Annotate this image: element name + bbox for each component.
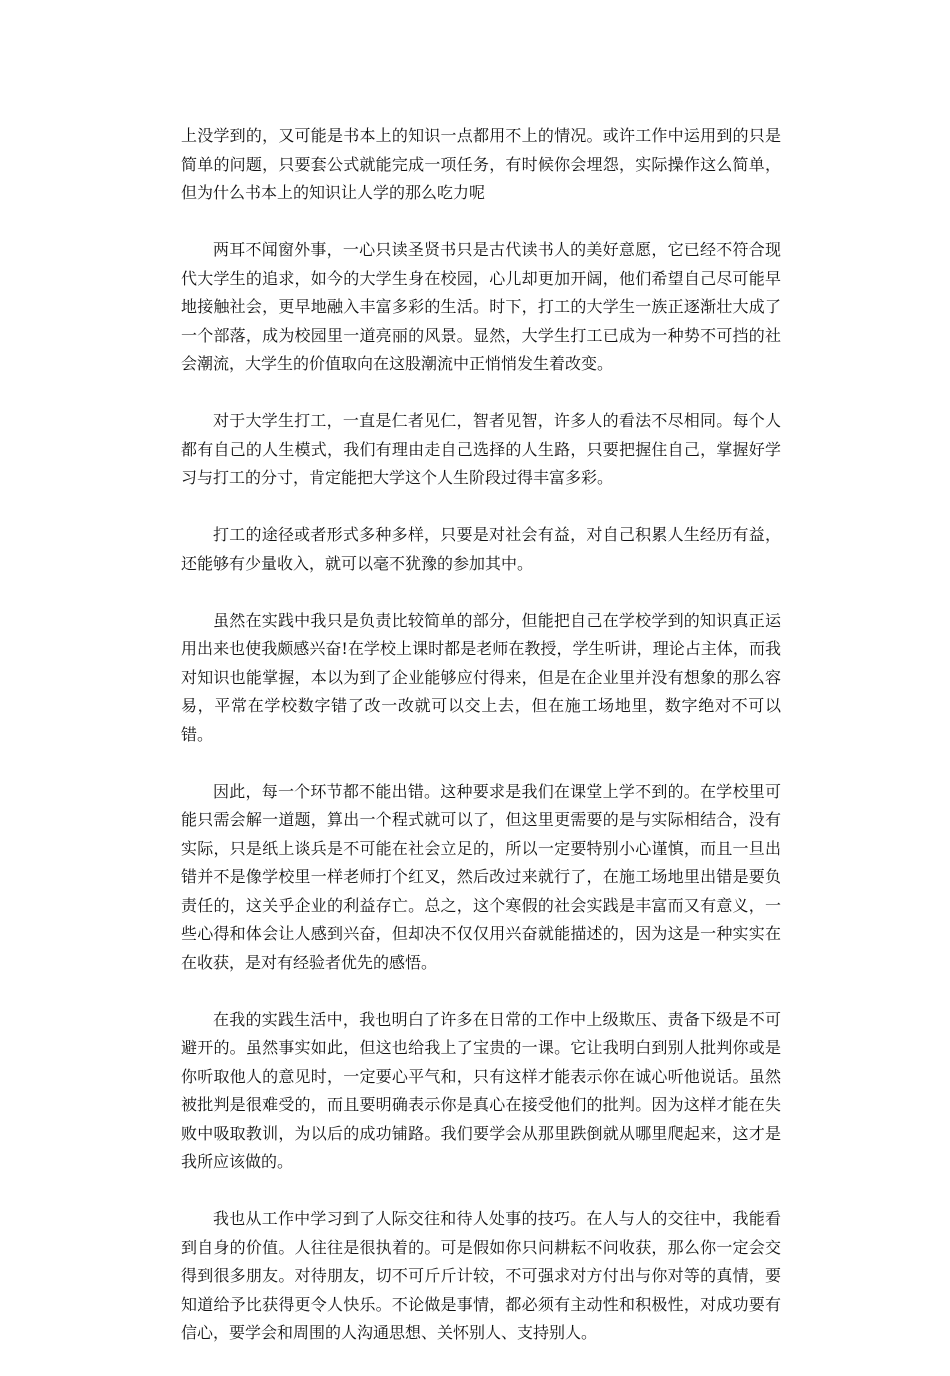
paragraph-1: 上没学到的，又可能是书本上的知识一点都用不上的情况。或许工作中运用到的只是简单的问题，只要套公式就能完成一项任务，有时候你会埋怨，实际操作这么简单，但为什么书本上的知识让人学的那么吃力呢 (181, 126, 781, 202)
paragraph-8: 我也从工作中学习到了人际交往和待人处事的技巧。在人与人的交往中，我能看到自身的价值。人往往是很执着的。可是假如你只问耕耘不问收获，那么你一定会交得到很多朋友。对待朋友，切不可斤斤计较，不可强求对方付出与你对等的真情，要知道给予比获得更令人快乐。不论做是事情，都必须有主动性和积极性，对成功要有信心，要学会和周围的人沟通思想、关怀别人、支持别人。 (181, 1209, 781, 1342)
paragraph-7: 在我的实践生活中，我也明白了许多在日常的工作中上级欺压、责备下级是不可避开的。虽然事实如此，但这也给我上了宝贵的一课。它让我明白到别人批判你或是你听取他人的意见时，一定要心平气和，只有这样才能表示你在诚心听他说话。虽然被批判是很难受的，而且要明确表示你是真心在接受他们的批判。因为这样才能在失败中吸取教训，为以后的成功铺路。我们要学会从那里跌倒就从哪里爬起来，这才是我所应该做的。 (181, 1009, 781, 1171)
paragraph-5: 虽然在实践中我只是负责比较简单的部分，但能把自己在学校学到的知识真正运用出来也使我颇感兴奋!在学校上课时都是老师在教授，学生听讲，理论占主体，而我对知识也能掌握，本以为到了企业能够应付得来，但是在企业里并没有想象的那么容易，平常在学校数字错了改一改就可以交上去，但在施工场地里，数字绝对不可以错。 (181, 610, 781, 744)
paragraph-6: 因此，每一个环节都不能出错。这种要求是我们在课堂上学不到的。在学校里可能只需会解一道题，算出一个程式就可以了，但这里更需要的是与实际相结合，没有实际，只是纸上谈兵是不可能在社会立足的，所以一定要特别小心谨慎，而且一旦出错并不是像学校里一样老师打个红叉，然后改过来就行了，在施工场地里出错是要负责任的，这关乎企业的利益存亡。总之，这个寒假的社会实践是丰富而又有意义，一些心得和体会让人感到兴奋，但却决不仅仅用兴奋就能描述的，因为这是一种实实在在收获，是对有经验者优先的感悟。 (181, 781, 781, 972)
paragraph-2: 两耳不闻窗外事，一心只读圣贤书只是古代读书人的美好意愿，它已经不符合现代大学生的追求，如今的大学生身在校园，心儿却更加开阔，他们希望自己尽可能早地接触社会，更早地融入丰富多彩的生活。时下，打工的大学生一族正逐渐壮大成了一个部落，成为校园里一道亮丽的风景。显然，大学生打工已成为一种势不可挡的社会潮流，大学生的价值取向在这股潮流中正悄悄发生着改变。 (181, 240, 781, 373)
document-body (181, 122, 781, 1376)
paragraph-3: 对于大学生打工，一直是仁者见仁，智者见智，许多人的看法不尽相同。每个人都有自己的人生模式，我们有理由走自己选择的人生路，只要把握住自己，掌握好学习与打工的分寸，肯定能把大学这个人生阶段过得丰富多彩。 (181, 411, 781, 487)
paragraph-4: 打工的途径或者形式多种多样，只要是对社会有益，对自己积累人生经历有益，还能够有少量收入，就可以毫不犹豫的参加其中。 (181, 525, 781, 573)
